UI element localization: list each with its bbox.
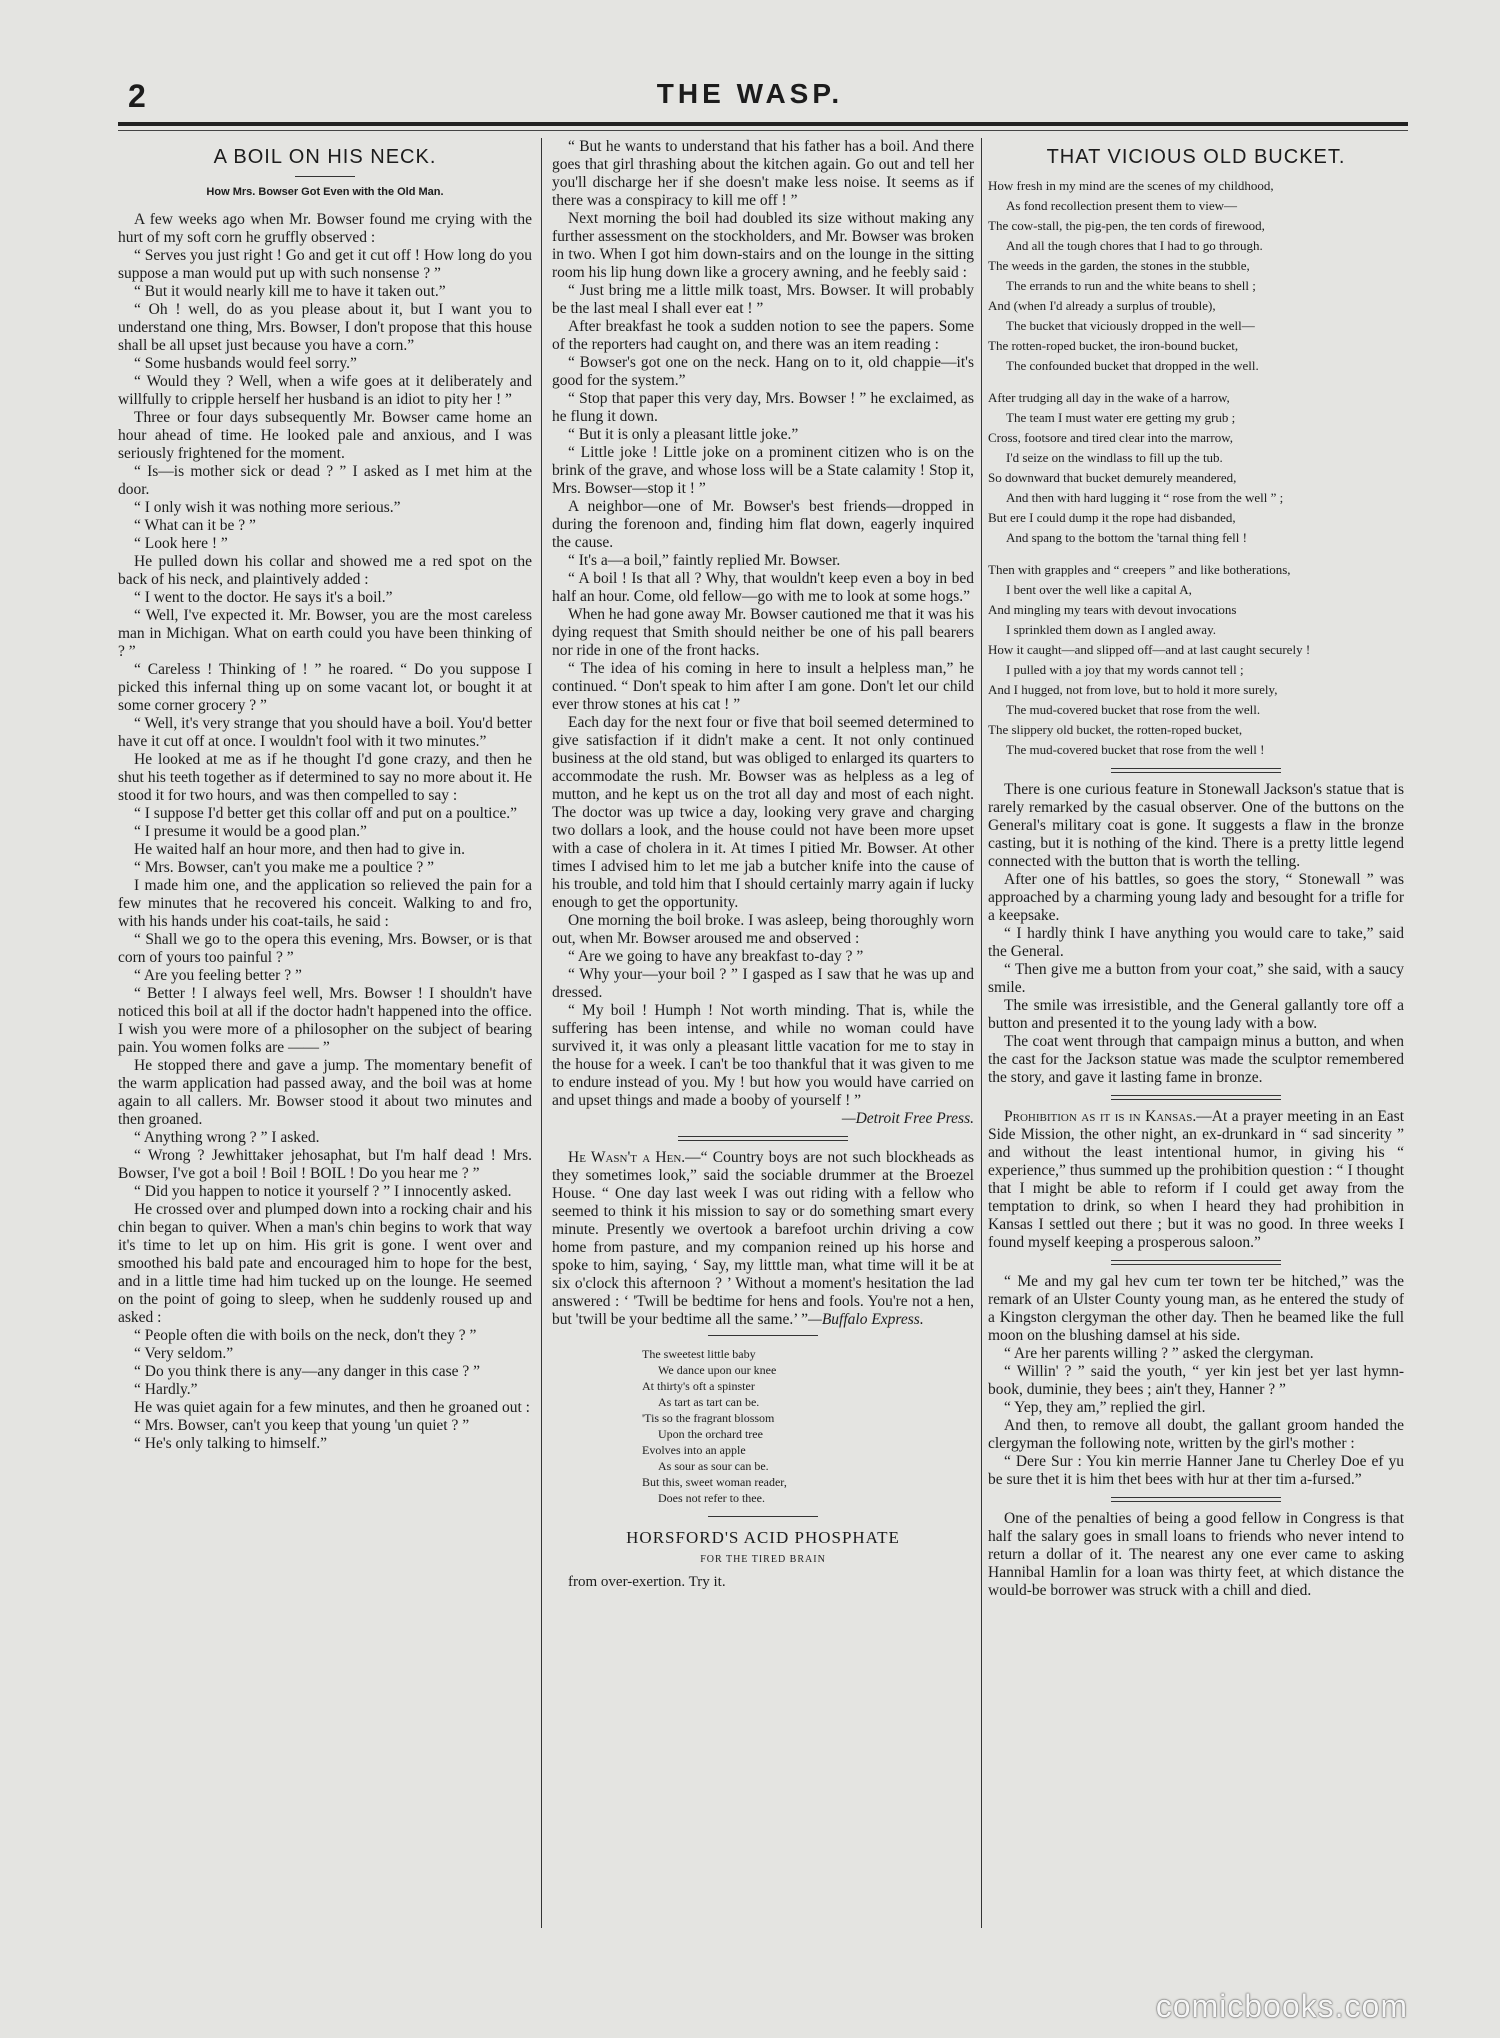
poem-line: The confounded bucket that dropped in the well.: [1006, 358, 1259, 373]
article-paragraph: “ But it would nearly kill me to have it taken out.”: [134, 283, 446, 300]
article-paragraph: After one of his battles, so goes the story, “ Stonewall ” was approached by a charming young lady and besought for a trifle for a keepsake.: [988, 871, 1404, 924]
poem-line: How fresh in my mind are the scenes of my childhood,: [988, 178, 1274, 193]
article-paragraph: “ I presume it would be a good plan.”: [134, 823, 367, 840]
article-paragraph: “ I went to the doctor. He says it's a boil.”: [134, 589, 393, 606]
article-paragraph: “ But he wants to understand that his father has a boil. And there goes that girl thrashing about the kitchen again. Go out and tell her you'll discharge her if she doesn't make less noise. It seems as if there was a conspiracy to kill me off ! ”: [552, 138, 974, 209]
poem-line: And mingling my tears with devout invocations: [988, 602, 1237, 617]
ad-body: from over-exertion. Try it.: [568, 1574, 726, 1590]
poem-line: I bent over the well like a capital A,: [1006, 582, 1192, 597]
column-divider: [541, 138, 542, 1928]
poem-line: As sour as sour can be.: [658, 1459, 769, 1473]
article-paragraph: “ He's only talking to himself.”: [134, 1435, 328, 1452]
article-subheadline: How Mrs. Bowser Got Even with the Old Man.: [206, 186, 444, 198]
article-paragraph: “ I hardly think I have anything you would care to take,” said the General.: [988, 925, 1404, 960]
poem-line: The rotten-roped bucket, the iron-bound bucket,: [988, 338, 1239, 353]
article-paragraph: Next morning the boil had doubled its size without making any further assessment on the stockholders, and Mr. Bowser was broken in two. When I got him down-stairs and on the lounge in the sitting room his lip hung down like a grocery awning, and he feebly said :: [552, 210, 974, 281]
article-paragraph: “ Very seldom.”: [134, 1345, 234, 1362]
article-paragraph: “ People often die with boils on the neck, don't they ? ”: [134, 1327, 477, 1344]
poem-line: And then with hard lugging it “ rose from the well ” ;: [1006, 490, 1284, 505]
column-divider: [981, 138, 982, 1928]
anecdote-kansas: [988, 1108, 1404, 1252]
column-right: [988, 138, 1404, 1908]
article-paragraph: “ Yep, they am,” replied the girl.: [1004, 1399, 1206, 1416]
article-paragraph: “ Wrong ? Jewhittaker jehosaphat, but I'm half dead ! Mrs. Bowser, I've got a boil ! Boil ! BOIL ! Do you hear me ? ”: [118, 1147, 532, 1182]
header-rule-thin: [118, 130, 1408, 131]
article-congress: One of the penalties of being a good fellow in Congress is that half the salary goes in small loans to friends who never intend to return a dollar of it. The nearest any one ever came to asking Hannibal Hamlin for a loan was thirty feet, at which distance the would-be borrower was struck with a chill and died.: [988, 1510, 1404, 1599]
poem-line: As tart as tart can be.: [658, 1395, 760, 1409]
article-headline: A BOIL ON HIS NECK.: [213, 146, 437, 168]
headline-rule: [295, 176, 355, 177]
section-rule: [708, 1335, 818, 1336]
poem-line: The mud-covered bucket that rose from the well !: [1006, 742, 1265, 757]
article-paragraph: “ Did you happen to notice it yourself ? ” I innocently asked.: [134, 1183, 512, 1200]
ad-title: HORSFORD'S ACID PHOSPHATE: [626, 1528, 900, 1547]
poem-line: The bucket that viciously dropped in the well—: [1006, 318, 1255, 333]
poem-line: Does not refer to thee.: [658, 1491, 765, 1505]
poem-line: Then with grapples and “ creepers ” and like botherations,: [988, 562, 1291, 577]
article-paragraph: He looked at me as if he thought I'd gone crazy, and then he shut his teeth together as if determined to say no more about it. He stood it for two hours, and was then compelled to say :: [118, 751, 532, 804]
anecdote-text: —At a prayer meeting in an East Side Mission, the other night, an ex-drunkard in “ sad sincerity ” and without the least intentional humor, in giving his “ experience,” thus summed up the prohibition question : “ I thought that I might be able to reform if I could get away from the temptation to drink, so when I heard they had prohibition in Kansas I settled out there ; but it was no good. In three weeks I found myself keeping a prosperous saloon.”: [988, 1108, 1404, 1251]
article-paragraph: “ Me and my gal hev cum ter town ter be hitched,” was the remark of an Ulster County young man, as he entered the study of a Kingston clergyman the other day. Then he beamed like the full moon on the blushing damsel at his side.: [988, 1273, 1404, 1344]
section-rule: [678, 1136, 848, 1141]
article-paragraph: When he had gone away Mr. Bowser cautioned me that it was his dying request that Smith should neither be one of his pall bearers nor ride in one of the front hacks.: [552, 606, 974, 659]
section-rule: [1111, 768, 1281, 773]
article-paragraph: “ Are we going to have any breakfast to-day ? ”: [568, 948, 864, 965]
article-paragraph: He waited half an hour more, and then had to give in.: [134, 841, 465, 858]
header-rule: [118, 122, 1408, 126]
poem-line: But this, sweet woman reader,: [642, 1475, 787, 1489]
anecdote-lead: Prohibition as it is in Kansas.: [1004, 1108, 1197, 1125]
article-paragraph: “ It's a—a boil,” faintly replied Mr. Bowser.: [568, 552, 841, 569]
article-paragraph: “ Then give me a button from your coat,” she said, with a saucy smile.: [988, 961, 1404, 996]
section-rule: [1111, 1260, 1281, 1265]
poem-line: The mud-covered bucket that rose from the well.: [1006, 702, 1261, 717]
poem-line: Upon the orchard tree: [658, 1427, 763, 1441]
article-ulster: [988, 1273, 1404, 1489]
poem-line: At thirty's oft a spinster: [642, 1379, 755, 1393]
poem-line: After trudging all day in the wake of a harrow,: [988, 390, 1230, 405]
article-paragraph: “ My boil ! Humph ! Not worth minding. That is, while the suffering has been intense, and while no woman could have survived it, it was only a pleasant little vacation for me to stay in the house for a week. I can't be too thankful that it was given to me to endure instead of you. My ! but how you would have carried on and upset things and made a booby of yourself ! ”: [552, 1002, 974, 1109]
article-paragraph: “ I suppose I'd better get this collar off and put on a poultice.”: [134, 805, 518, 822]
article-paragraph: A neighbor—one of Mr. Bowser's best friends—dropped in during the forenoon and, finding him flat down, eagerly inquired the cause.: [552, 498, 974, 551]
article-paragraph: “ Stop that paper this very day, Mrs. Bowser ! ” he exclaimed, as he flung it down.: [552, 390, 974, 425]
article-paragraph: “ Look here ! ”: [134, 535, 228, 552]
article-paragraph: “ Do you think there is any—any danger in this case ? ”: [134, 1363, 481, 1380]
article-paragraph: He pulled down his collar and showed me a red spot on the back of his neck, and plaintively added :: [118, 553, 532, 588]
poem-line: And spang to the bottom the 'tarnal thing fell !: [1006, 530, 1247, 545]
poem-line: And (when I'd already a surplus of trouble),: [988, 298, 1216, 313]
poem-line: I sprinkled them down as I angled away.: [1006, 622, 1216, 637]
article-paragraph: “ Willin' ? ” said the youth, “ yer kin jest bet yer last hymn-book, duminie, they bees ; ain't they, Hanner ? ”: [988, 1363, 1404, 1398]
article-paragraph: He was quiet again for a few minutes, and then he groaned out :: [134, 1399, 530, 1416]
poem-line: So downward that bucket demurely meandered,: [988, 470, 1237, 485]
section-rule: [1111, 1497, 1281, 1502]
article-paragraph: “ Careless ! Thinking of ! ” he roared. “ Do you suppose I picked this infernal thing up on some vacant lot, or bought it at some corner grocery ? ”: [118, 661, 532, 714]
article-paragraph: “ A boil ! Is that all ? Why, that wouldn't keep even a boy in bed half an hour. Come, old fellow—go with me to look at some hogs.”: [552, 570, 974, 605]
article-paragraph: “ Shall we go to the opera this evening, Mrs. Bowser, or is that corn of yours too painful ? ”: [118, 931, 532, 966]
anecdote-text: —“ Country boys are not such blockheads as they sometimes look,” said the sociable drummer at the Broezel House. “ One day last week I was out riding with a fellow who seemed to think it his mission to say or do something smart every minute. Presently we overtook a barefoot urchin driving a cow home from pasture, and my companion reined up his horse and spoke to him, saying, ‘ Say, my litttle man, what time will it be at six o'clock this afternoon ? ’ Without a moment's hesitation the lad answered : ‘ 'Twill be bedtime for hens and fools. You're not a hen, but 'twill be your bedtime all the same.’ ”: [552, 1149, 974, 1328]
poem-line: The weeds in the garden, the stones in the stubble,: [988, 258, 1250, 273]
article-paragraph: Each day for the next four or five that boil seemed determined to give satisfaction if it didn't make a cent. It not only continued business at the old stand, but was obliged to enlarged its quarters to accommodate the rush. Mr. Bowser was as helpless as a leg of mutton, and he kept us on the trot all day and most of each night. The doctor was up twice a day, looking very grave and charging two dollars a look, and the house could not have been more upset with a case of cholera in it. At times I pitied Mr. Bowser. At other times I advised him to let me jab a butcher knife into the cause of his trouble, and told him that I should certainly marry again if lucky enough to get the opportunity.: [552, 714, 974, 911]
site-watermark: comicbooks.com: [1155, 1988, 1408, 2024]
article-paragraph: One morning the boil broke. I was asleep, being thoroughly worn out, when Mr. Bowser aroused me and observed :: [552, 912, 974, 947]
article-paragraph: “ Just bring me a little milk toast, Mrs. Bowser. It will probably be the last meal I shall ever eat ! ”: [552, 282, 974, 317]
article-paragraph: A few weeks ago when Mr. Bowser found me crying with the hurt of my soft corn he gruffly observed :: [118, 211, 532, 246]
poem-line: I pulled with a joy that my words cannot tell ;: [1006, 662, 1244, 677]
article-paragraph: “ Are her parents willing ? ” asked the clergyman.: [1004, 1345, 1314, 1362]
poem-line: I'd seize on the windlass to fill up the tub.: [1006, 450, 1223, 465]
anecdote-credit: —Buffalo Express.: [808, 1311, 924, 1328]
section-rule: [1111, 1095, 1281, 1100]
poem-line: 'Tis so the fragrant blossom: [642, 1411, 775, 1425]
article-paragraph: “ Hardly.”: [134, 1381, 198, 1398]
article-paragraph: “ Well, it's very strange that you should have a boil. You'd better have it cut off at once. I wouldn't fool with it two minutes.”: [118, 715, 532, 750]
article-body-continued: [552, 138, 974, 1110]
article-paragraph: And then, to remove all doubt, the gallant groom handed the clergyman the following note, written by the girl's mother :: [988, 1417, 1404, 1452]
poem-line: And all the tough chores that I had to go through.: [1006, 238, 1263, 253]
article-paragraph: He stopped there and gave a jump. The momentary benefit of the warm application had passed away, and the boil was at home again to all callers. Mr. Bowser stood it about two minutes and then groaned.: [118, 1057, 532, 1128]
article-paragraph: “ Bowser's got one on the neck. Hang on to it, old chappie—it's good for the system.”: [552, 354, 974, 389]
article-paragraph: “ Is—is mother sick or dead ? ” I asked as I met him at the door.: [118, 463, 532, 498]
article-paragraph: He crossed over and plumped down into a rocking chair and his chin began to quiver. When a man's chin begins to work that way it's time to let up on him. His grit is gone. I went over and smoothed his bald pate and encouraged him to hope for the best, and in a little time had him tucked up on the lounge. He seemed on the point of going to sleep, when he suddenly roused up and asked :: [118, 1201, 532, 1326]
poem-line: Cross, footsore and tired clear into the marrow,: [988, 430, 1234, 445]
article-body: [118, 211, 532, 1453]
article-paragraph: “ Would they ? Well, when a wife goes at it deliberately and willfully to cripple herself her husband is an idiot to pity her ! ”: [118, 373, 532, 408]
poem-line: The cow-stall, the pig-pen, the ten cords of firewood,: [988, 218, 1265, 233]
page-number: 2: [128, 78, 146, 114]
poem-line: The team I must water ere getting my grub ;: [1006, 410, 1236, 425]
article-paragraph: “ Little joke ! Little joke on a prominent citizen who is on the brink of the grave, and whose loss will be a State calamity ! Stop it, Mrs. Bowser—stop it ! ”: [552, 444, 974, 497]
poem-bucket: [988, 176, 1404, 760]
poem-line: And I hugged, not from love, but to hold it more surely,: [988, 682, 1278, 697]
article-paragraph: “ Oh ! well, do as you please about it, but I want you to understand one thing, Mrs. Bowser, I don't propose that this house shall be all upset just because you have a corn.”: [118, 301, 532, 354]
article-paragraph: “ Some husbands would feel sorry.”: [134, 355, 357, 372]
article-paragraph: I made him one, and the application so relieved the pain for a few minutes that he recovered his conceit. Walking to and fro, with his hands under his coat-tails, he said :: [118, 877, 532, 930]
poem-baby: [642, 1346, 974, 1506]
article-paragraph: “ Anything wrong ? ” I asked.: [134, 1129, 320, 1146]
article-paragraph: “ Are you feeling better ? ”: [134, 967, 302, 984]
poem-line: How it caught—and slipped off—and at last caught securely !: [988, 642, 1311, 657]
article-paragraph: “ The idea of his coming in here to insult a helpless man,” he continued. “ Don't speak to him after I am gone. Don't let our child ever throw stones at his cat ! ”: [552, 660, 974, 713]
poem-line: The slippery old bucket, the rotten-roped bucket,: [988, 722, 1243, 737]
article-paragraph: “ Why your—your boil ? ” I gasped as I saw that he was up and dressed.: [552, 966, 974, 1001]
poem-line: We dance upon our knee: [658, 1363, 777, 1377]
poem-line: The errands to run and the white beans to shell ;: [1006, 278, 1256, 293]
article-paragraph: The coat went through that campaign minus a button, and when the cast for the Jackson statue was made the sculptor remembered the story, and gave it lasting fame in bronze.: [988, 1033, 1404, 1086]
article-paragraph: The smile was irresistible, and the General gallantly tore off a button and presented it to the young lady with a bow.: [988, 997, 1404, 1032]
section-rule: [708, 1516, 818, 1517]
ad-subtitle: FOR THE TIRED BRAIN: [700, 1554, 826, 1565]
article-paragraph: After breakfast he took a sudden notion to see the papers. Some of the reporters had caught on, and there was an item reading :: [552, 318, 974, 353]
article-paragraph: “ Well, I've expected it. Mr. Bowser, you are the most careless man in Michigan. What on earth could you have been thinking of ? ”: [118, 607, 532, 660]
poem-line: Evolves into an apple: [642, 1443, 746, 1457]
anecdote-lead: He Wasn't a Hen.: [568, 1149, 686, 1166]
column-left: [118, 138, 532, 1908]
anecdote-hen: [552, 1149, 974, 1329]
poem-line: As fond recollection present them to view—: [1006, 198, 1238, 213]
article-paragraph: “ I only wish it was nothing more serious.”: [134, 499, 401, 516]
article-paragraph: “ Mrs. Bowser, can't you make me a poultice ? ”: [134, 859, 435, 876]
poem-headline: THAT VICIOUS OLD BUCKET.: [1046, 146, 1346, 168]
poem-line: The sweetest little baby: [642, 1347, 756, 1361]
article-paragraph: “ Mrs. Bowser, can't you keep that young 'un quiet ? ”: [134, 1417, 470, 1434]
article-paragraph: “ Serves you just right ! Go and get it cut off ! How long do you suppose a man would put up with such nonsense ? ”: [118, 247, 532, 282]
column-middle: [552, 138, 974, 1908]
article-paragraph: “ What can it be ? ”: [134, 517, 256, 534]
article-paragraph: “ Better ! I always feel well, Mrs. Bowser ! I shouldn't have noticed this boil at all if the doctor hadn't happened into the office. I wish you were more of a philosopher on the subject of bearing pain. You women folks are —— ”: [118, 985, 532, 1056]
poem-line: But ere I could dump it the rope had disbanded,: [988, 510, 1236, 525]
article-paragraph: There is one curious feature in Stonewall Jackson's statue that is rarely remarked by the casual observer. One of the buttons on the General's military coat is gone. It suggests a flaw in the bronze casting, but it is nothing of the kind. There is a pretty little legend connected with the button that is worth the telling.: [988, 781, 1404, 870]
masthead: THE WASP.: [656, 78, 844, 109]
article-paragraph: “ But it is only a pleasant little joke.”: [568, 426, 799, 443]
article-paragraph: “ Dere Sur : You kin merrie Hanner Jane tu Cherley Doe ef yu be sure thet it is him thet bees with hur at ther tim a-fursed.”: [988, 1453, 1404, 1488]
article-paragraph: Three or four days subsequently Mr. Bowser came home an hour ahead of time. He looked pale and anxious, and I was seriously frightened for the moment.: [118, 409, 532, 462]
article-jackson: [988, 781, 1404, 1087]
article-credit: —Detroit Free Press.: [841, 1110, 974, 1127]
